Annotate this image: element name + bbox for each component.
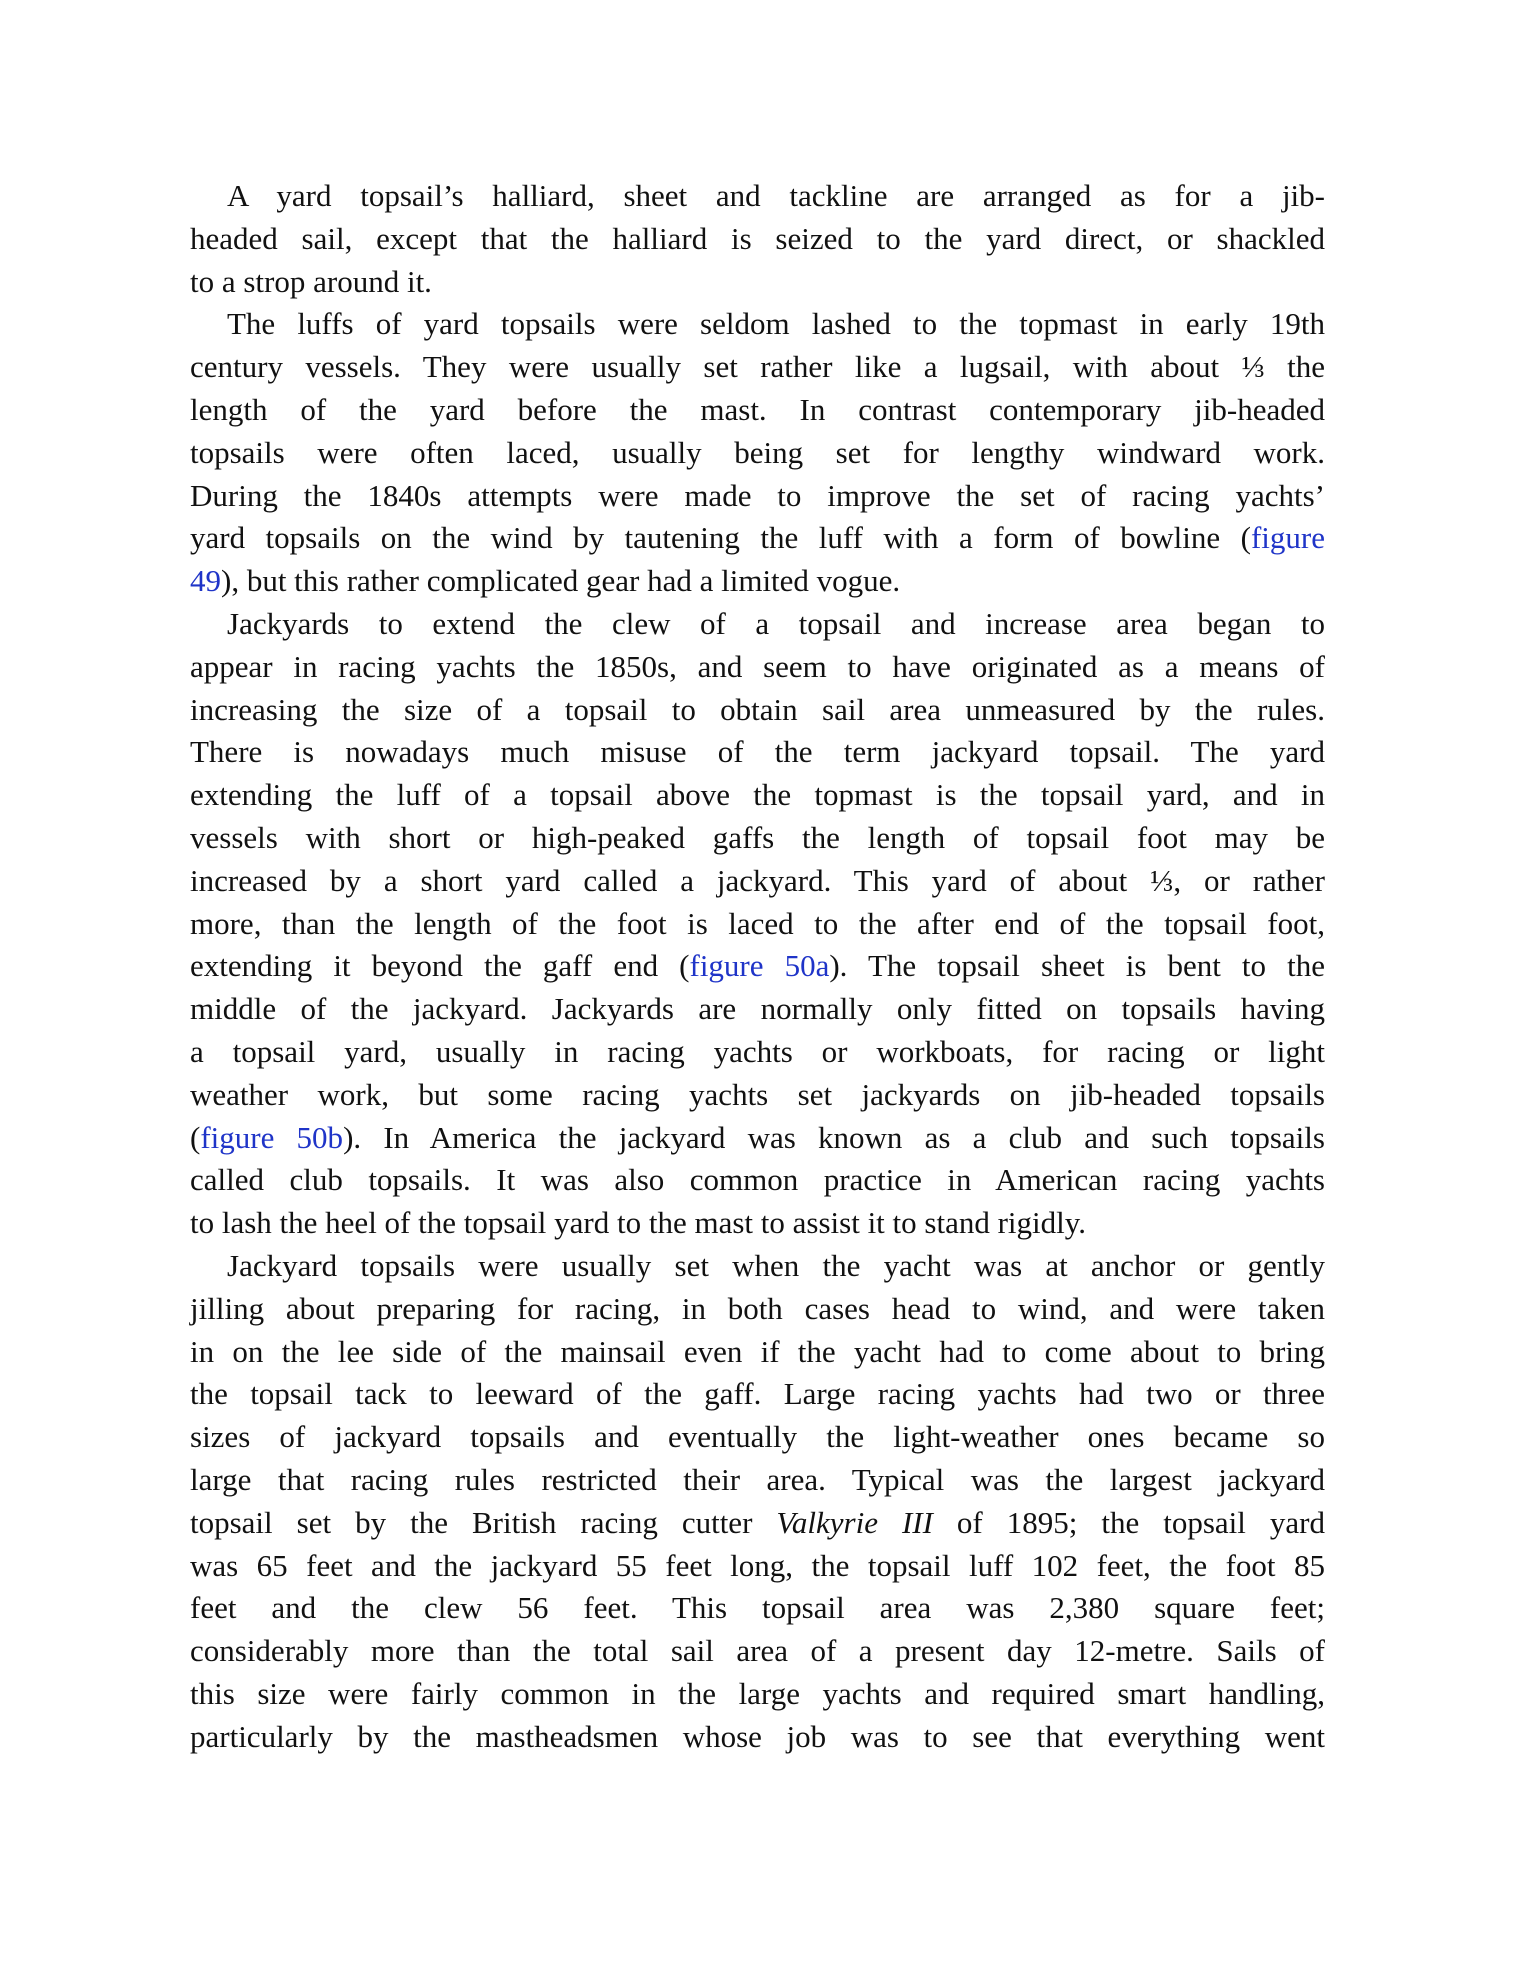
text-segment: middle of the jackyard. Jackyards are normally only fitted on topsails having <box>190 991 1325 1027</box>
page-body-text <box>190 175 1325 1758</box>
text-line <box>190 218 1325 261</box>
text-segment: appear in racing yachts the 1850s, and seem to have originated as a means of <box>190 648 1325 684</box>
text-line <box>190 1545 1325 1588</box>
text-segment: ). In America the jackyard was known as a club and such topsails <box>343 1119 1325 1155</box>
text-segment: During the 1840s attempts were made to improve the set of racing yachts’ <box>190 477 1325 513</box>
text-segment: increased by a short yard called a jackyard. This yard of about ⅓, or rather <box>190 862 1325 898</box>
text-line <box>190 1331 1325 1374</box>
text-line <box>190 389 1325 432</box>
text-segment: to a strop around it. <box>190 263 432 299</box>
text-segment: extending the luff of a topsail above the topmast is the topsail yard, and in <box>190 777 1325 813</box>
figure-link[interactable]: figure <box>1250 520 1325 556</box>
text-segment: jilling about preparing for racing, in both cases head to wind, and were taken <box>190 1290 1325 1326</box>
figure-link[interactable]: figure 50b <box>200 1119 344 1155</box>
text-segment: The luffs of yard topsails were seldom lashed to the topmast in early 19th <box>227 306 1325 342</box>
text-segment: increasing the size of a topsail to obtain sail area unmeasured by the rules. <box>190 691 1325 727</box>
paragraph <box>190 603 1325 1245</box>
text-line <box>190 560 1325 603</box>
text-line <box>190 1630 1325 1673</box>
text-segment: Jackyard topsails were usually set when the yacht was at anchor or gently <box>227 1247 1325 1283</box>
text-line <box>190 603 1325 646</box>
paragraph <box>190 1245 1325 1759</box>
text-line <box>190 1587 1325 1630</box>
text-line <box>190 1373 1325 1416</box>
text-line <box>190 860 1325 903</box>
text-line <box>190 646 1325 689</box>
text-segment: headed sail, except that the halliard is seized to the yard direct, or shackled <box>190 220 1325 256</box>
text-line <box>190 903 1325 946</box>
text-segment: the topsail tack to leeward of the gaff. Large racing yachts had two or three <box>190 1376 1325 1412</box>
text-segment: of 1895; the topsail yard <box>932 1504 1325 1540</box>
text-line <box>190 1459 1325 1502</box>
text-segment: There is nowadays much misuse of the term jackyard topsail. The yard <box>190 734 1325 770</box>
text-segment: length of the yard before the mast. In contrast contemporary jib-headed <box>190 391 1325 427</box>
text-line <box>190 1202 1325 1245</box>
text-segment: to lash the heel of the topsail yard to the mast to assist it to stand rigidly. <box>190 1205 1086 1241</box>
text-segment: topsails were often laced, usually being set for lengthy windward work. <box>190 434 1325 470</box>
text-segment: more, than the length of the foot is laced to the after end of the topsail foot, <box>190 905 1325 941</box>
text-line <box>190 346 1325 389</box>
text-line <box>190 731 1325 774</box>
text-line <box>190 1716 1325 1759</box>
italic-text: Valkyrie III <box>776 1504 933 1540</box>
text-line <box>190 175 1325 218</box>
text-line <box>190 689 1325 732</box>
text-segment: this size were fairly common in the large yachts and required smart handling, <box>190 1675 1325 1711</box>
text-segment: large that racing rules restricted their area. Typical was the largest jackyard <box>190 1461 1325 1497</box>
paragraph <box>190 175 1325 303</box>
figure-link[interactable]: figure 50a <box>689 948 830 984</box>
text-line <box>190 303 1325 346</box>
text-line <box>190 432 1325 475</box>
text-line <box>190 1031 1325 1074</box>
text-segment: ), but this rather complicated gear had a limited vogue. <box>221 563 901 599</box>
text-segment: A yard topsail’s halliard, sheet and tackline are arranged as for a jib- <box>227 178 1325 213</box>
text-segment: feet and the clew 56 feet. This topsail area was 2,380 square feet; <box>190 1590 1325 1626</box>
paragraph <box>190 303 1325 603</box>
text-line <box>190 1502 1325 1545</box>
text-line <box>190 517 1325 560</box>
text-segment: weather work, but some racing yachts set jackyards on jib-headed topsails <box>190 1076 1325 1112</box>
text-segment: in on the lee side of the mainsail even if the yacht had to come about to bring <box>190 1333 1325 1369</box>
text-segment: extending it beyond the gaff end ( <box>190 948 690 984</box>
text-segment: particularly by the mastheadsmen whose job was to see that everything went <box>190 1718 1325 1754</box>
text-line <box>190 1288 1325 1331</box>
text-line <box>190 945 1325 988</box>
text-segment: topsail set by the British racing cutter <box>190 1504 777 1540</box>
text-line <box>190 1416 1325 1459</box>
text-segment: called club topsails. It was also common practice in American racing yachts <box>190 1162 1325 1198</box>
text-segment: a topsail yard, usually in racing yachts or workboats, for racing or light <box>190 1033 1325 1069</box>
text-segment: vessels with short or high-peaked gaffs the length of topsail foot may be <box>190 819 1325 855</box>
text-line <box>190 774 1325 817</box>
text-line <box>190 817 1325 860</box>
text-segment: considerably more than the total sail area of a present day 12-metre. Sails of <box>190 1633 1325 1669</box>
text-line <box>190 1074 1325 1117</box>
text-line <box>190 475 1325 518</box>
text-segment: ). The topsail sheet is bent to the <box>829 948 1325 984</box>
text-line <box>190 261 1325 304</box>
text-segment: was 65 feet and the jackyard 55 feet long, the topsail luff 102 feet, the foot 85 <box>190 1547 1325 1583</box>
text-line <box>190 1245 1325 1288</box>
text-segment: century vessels. They were usually set rather like a lugsail, with about ⅓ the <box>190 349 1325 385</box>
text-segment: sizes of jackyard topsails and eventually the light-weather ones became so <box>190 1419 1325 1455</box>
text-segment: ( <box>190 1119 201 1155</box>
text-line <box>190 1673 1325 1716</box>
text-line <box>190 1117 1325 1160</box>
text-line <box>190 1159 1325 1202</box>
text-line <box>190 988 1325 1031</box>
text-segment: Jackyards to extend the clew of a topsail and increase area began to <box>227 605 1325 641</box>
figure-link[interactable]: 49 <box>190 563 221 599</box>
text-segment: yard topsails on the wind by tautening the luff with a form of bowline ( <box>190 520 1251 556</box>
